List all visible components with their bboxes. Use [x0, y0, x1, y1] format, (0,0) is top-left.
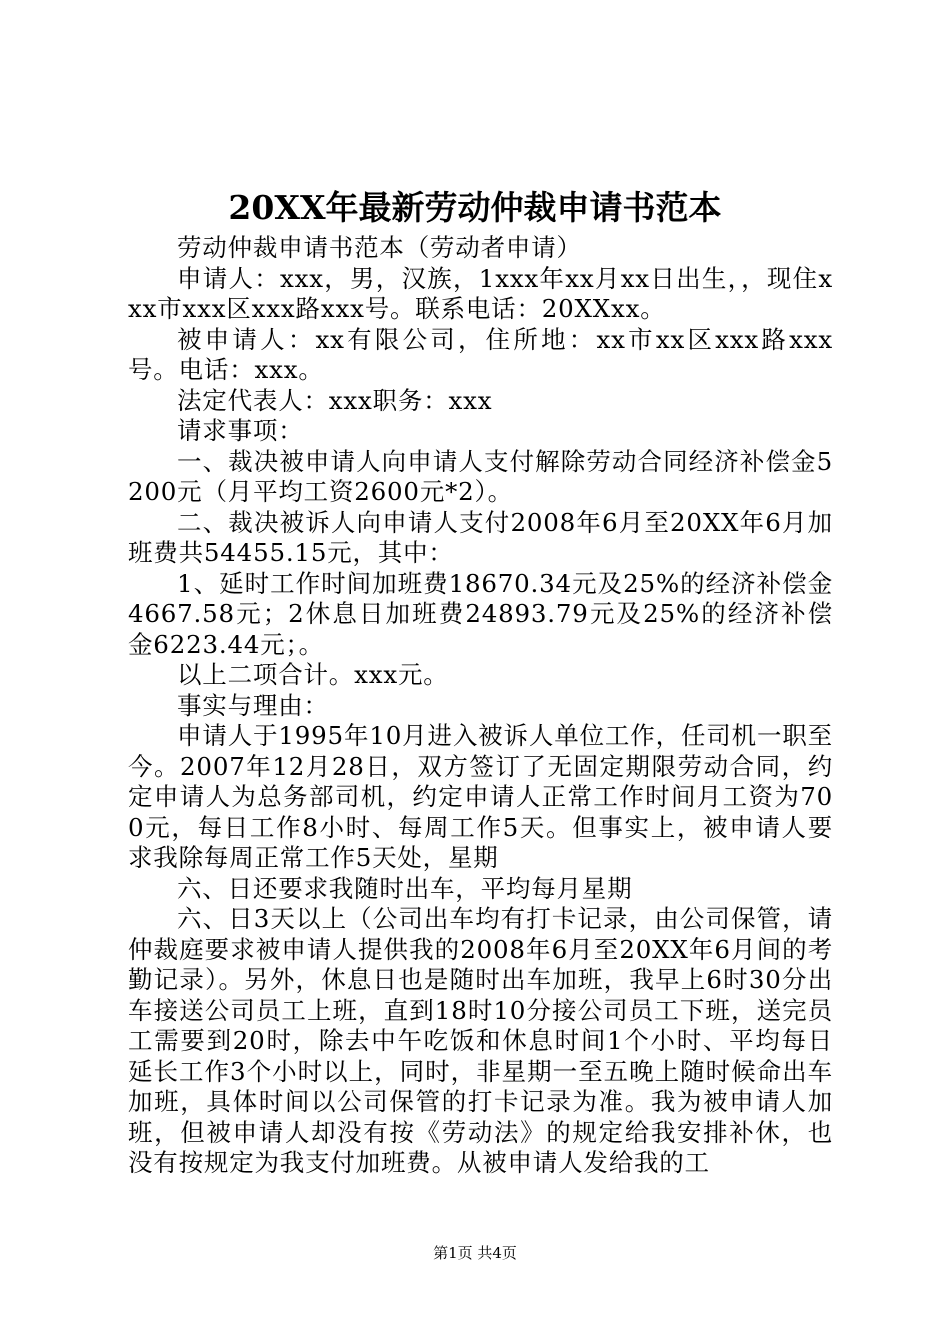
paragraph-facts-heading: 事实与理由： — [177, 690, 329, 720]
paragraph-facts-1: 申请人于1995年10月进入被诉人单位工作，任司机一职至今。2007年12月28日，双方签订了无固定期限劳动合同，约定申请人为总务部司机，约定申请人正常工作时间月工资为700元，每日工作8小时、每周工作5天。但事实上，被申请人要求我除每周正常工作5天处，星期 — [128, 721, 833, 872]
paragraph-claim-2-detail: 1、延时工作时间加班费18670.34元及25%的经济补偿金4667.58元；2休息日加班费24893.79元及25%的经济补偿金6223.44元；。 — [128, 568, 833, 659]
paragraph-facts-2: 六、日还要求我随时出车，平均每月星期 — [177, 873, 633, 903]
paragraph-respondent: 被申请人：xx有限公司，住所地：xx市xx区xxx路xxx号。电话：xxx。 — [128, 324, 833, 384]
paragraph-claims-heading: 请求事项： — [177, 416, 304, 445]
paragraph-claim-2: 二、裁决被诉人向申请人支付2008年6月至20XX年6月加班费共54455.15元，其中： — [128, 507, 833, 567]
document-body — [128, 233, 833, 1179]
paragraph-applicant: 申请人：xxx，男，汉族，1xxx年xx月xx日出生，，现住xxx市xxx区xxx路xxx号。联系电话：20XXxx。 — [128, 263, 833, 323]
paragraph-claim-1: 一、裁决被申请人向申请人支付解除劳动合同经济补偿金5200元（月平均工资2600元*2）。 — [128, 446, 833, 506]
paragraph-legal-representative: 法定代表人：xxx职务：xxx — [177, 385, 493, 415]
paragraph-total: 以上二项合计。xxx元。 — [177, 660, 449, 689]
paragraph-subtitle: 劳动仲裁申请书范本（劳动者申请） — [177, 233, 582, 262]
paragraph-facts-3: 六、日3天以上（公司出车均有打卡记录，由公司保管，请仲裁庭要求被申请人提供我的2008年6月至20XX年6月间的考勤记录）。另外，休息日也是随时出车加班，我早上6时30分出车接送公司员工上班，直到18时10分接公司员工下班，送完员工需要到20时，除去中午吃饭和休息时间1个小时、平均每日延长工作3个小时以上，同时，非星期一至五晚上随时候命出车加班，具体时间以公司保管的打卡记录为准。我为被申请人加班，但被申请人却没有按《劳动法》的规定给我安排补休，也没有按规定为我支付加班费。从被申请人发给我的工 — [128, 904, 833, 1177]
page-footer: 第1页 共4页 — [433, 1244, 517, 1262]
document-title: 20XX年最新劳动仲裁申请书范本 — [228, 188, 722, 227]
